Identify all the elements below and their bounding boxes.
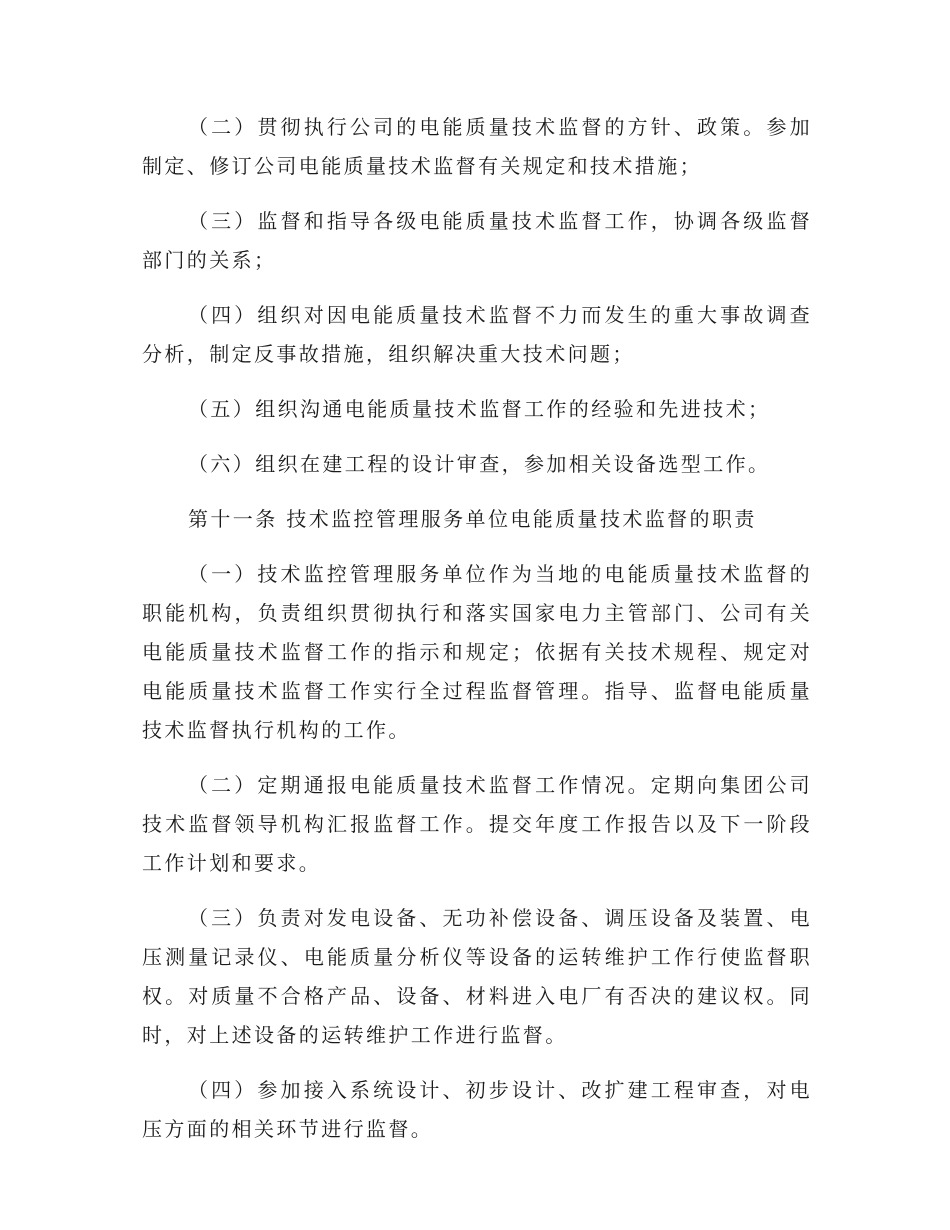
document-body <box>142 108 812 1149</box>
paragraph-duty-3: （三）监督和指导各级电能质量技术监督工作，协调各级监督部门的关系； <box>142 209 812 272</box>
article-11-heading: 第十一条 技术监控管理服务单位电能质量技术监督的职责 <box>188 507 757 531</box>
paragraph-service-duty-4: （四）参加接入系统设计、初步设计、改扩建工程审查，对电压方面的相关环节进行监督。 <box>142 1078 812 1141</box>
paragraph-service-duty-1: （一）技术监控管理服务单位作为当地的电能质量技术监督的职能机构，负责组织贯彻执行和落实国家电力主管部门、公司有关电能质量技术监督工作的指示和规定；依据有关技术规程、规定对电能质量技术监督工作实行全过程监督管理。指导、监督电能质量技术监督执行机构的工作。 <box>142 562 812 742</box>
paragraph-duty-5: （五）组织沟通电能质量技术监督工作的经验和先进技术； <box>188 397 771 421</box>
paragraph-duty-2: （二）贯彻执行公司的电能质量技术监督的方针、政策。参加制定、修订公司电能质量技术监督有关规定和技术措施； <box>142 115 812 178</box>
paragraph-service-duty-2: （二）定期通报电能质量技术监督工作情况。定期向集团公司技术监督领导机构汇报监督工作。提交年度工作报告以及下一阶段工作计划和要求。 <box>142 773 812 875</box>
paragraph-service-duty-3: （三）负责对发电设备、无功补偿设备、调压设备及装置、电压测量记录仪、电能质量分析仪等设备的运转维护工作行使监督职权。对质量不合格产品、设备、材料进入电厂有否决的建议权。同时，对上述设备的运转维护工作进行监督。 <box>142 906 812 1047</box>
paragraph-duty-6: （六）组织在建工程的设计审查，参加相关设备选型工作。 <box>188 452 771 476</box>
paragraph-duty-4: （四）组织对因电能质量技术监督不力而发生的重大事故调查分析，制定反事故措施，组织解决重大技术问题； <box>142 303 812 366</box>
